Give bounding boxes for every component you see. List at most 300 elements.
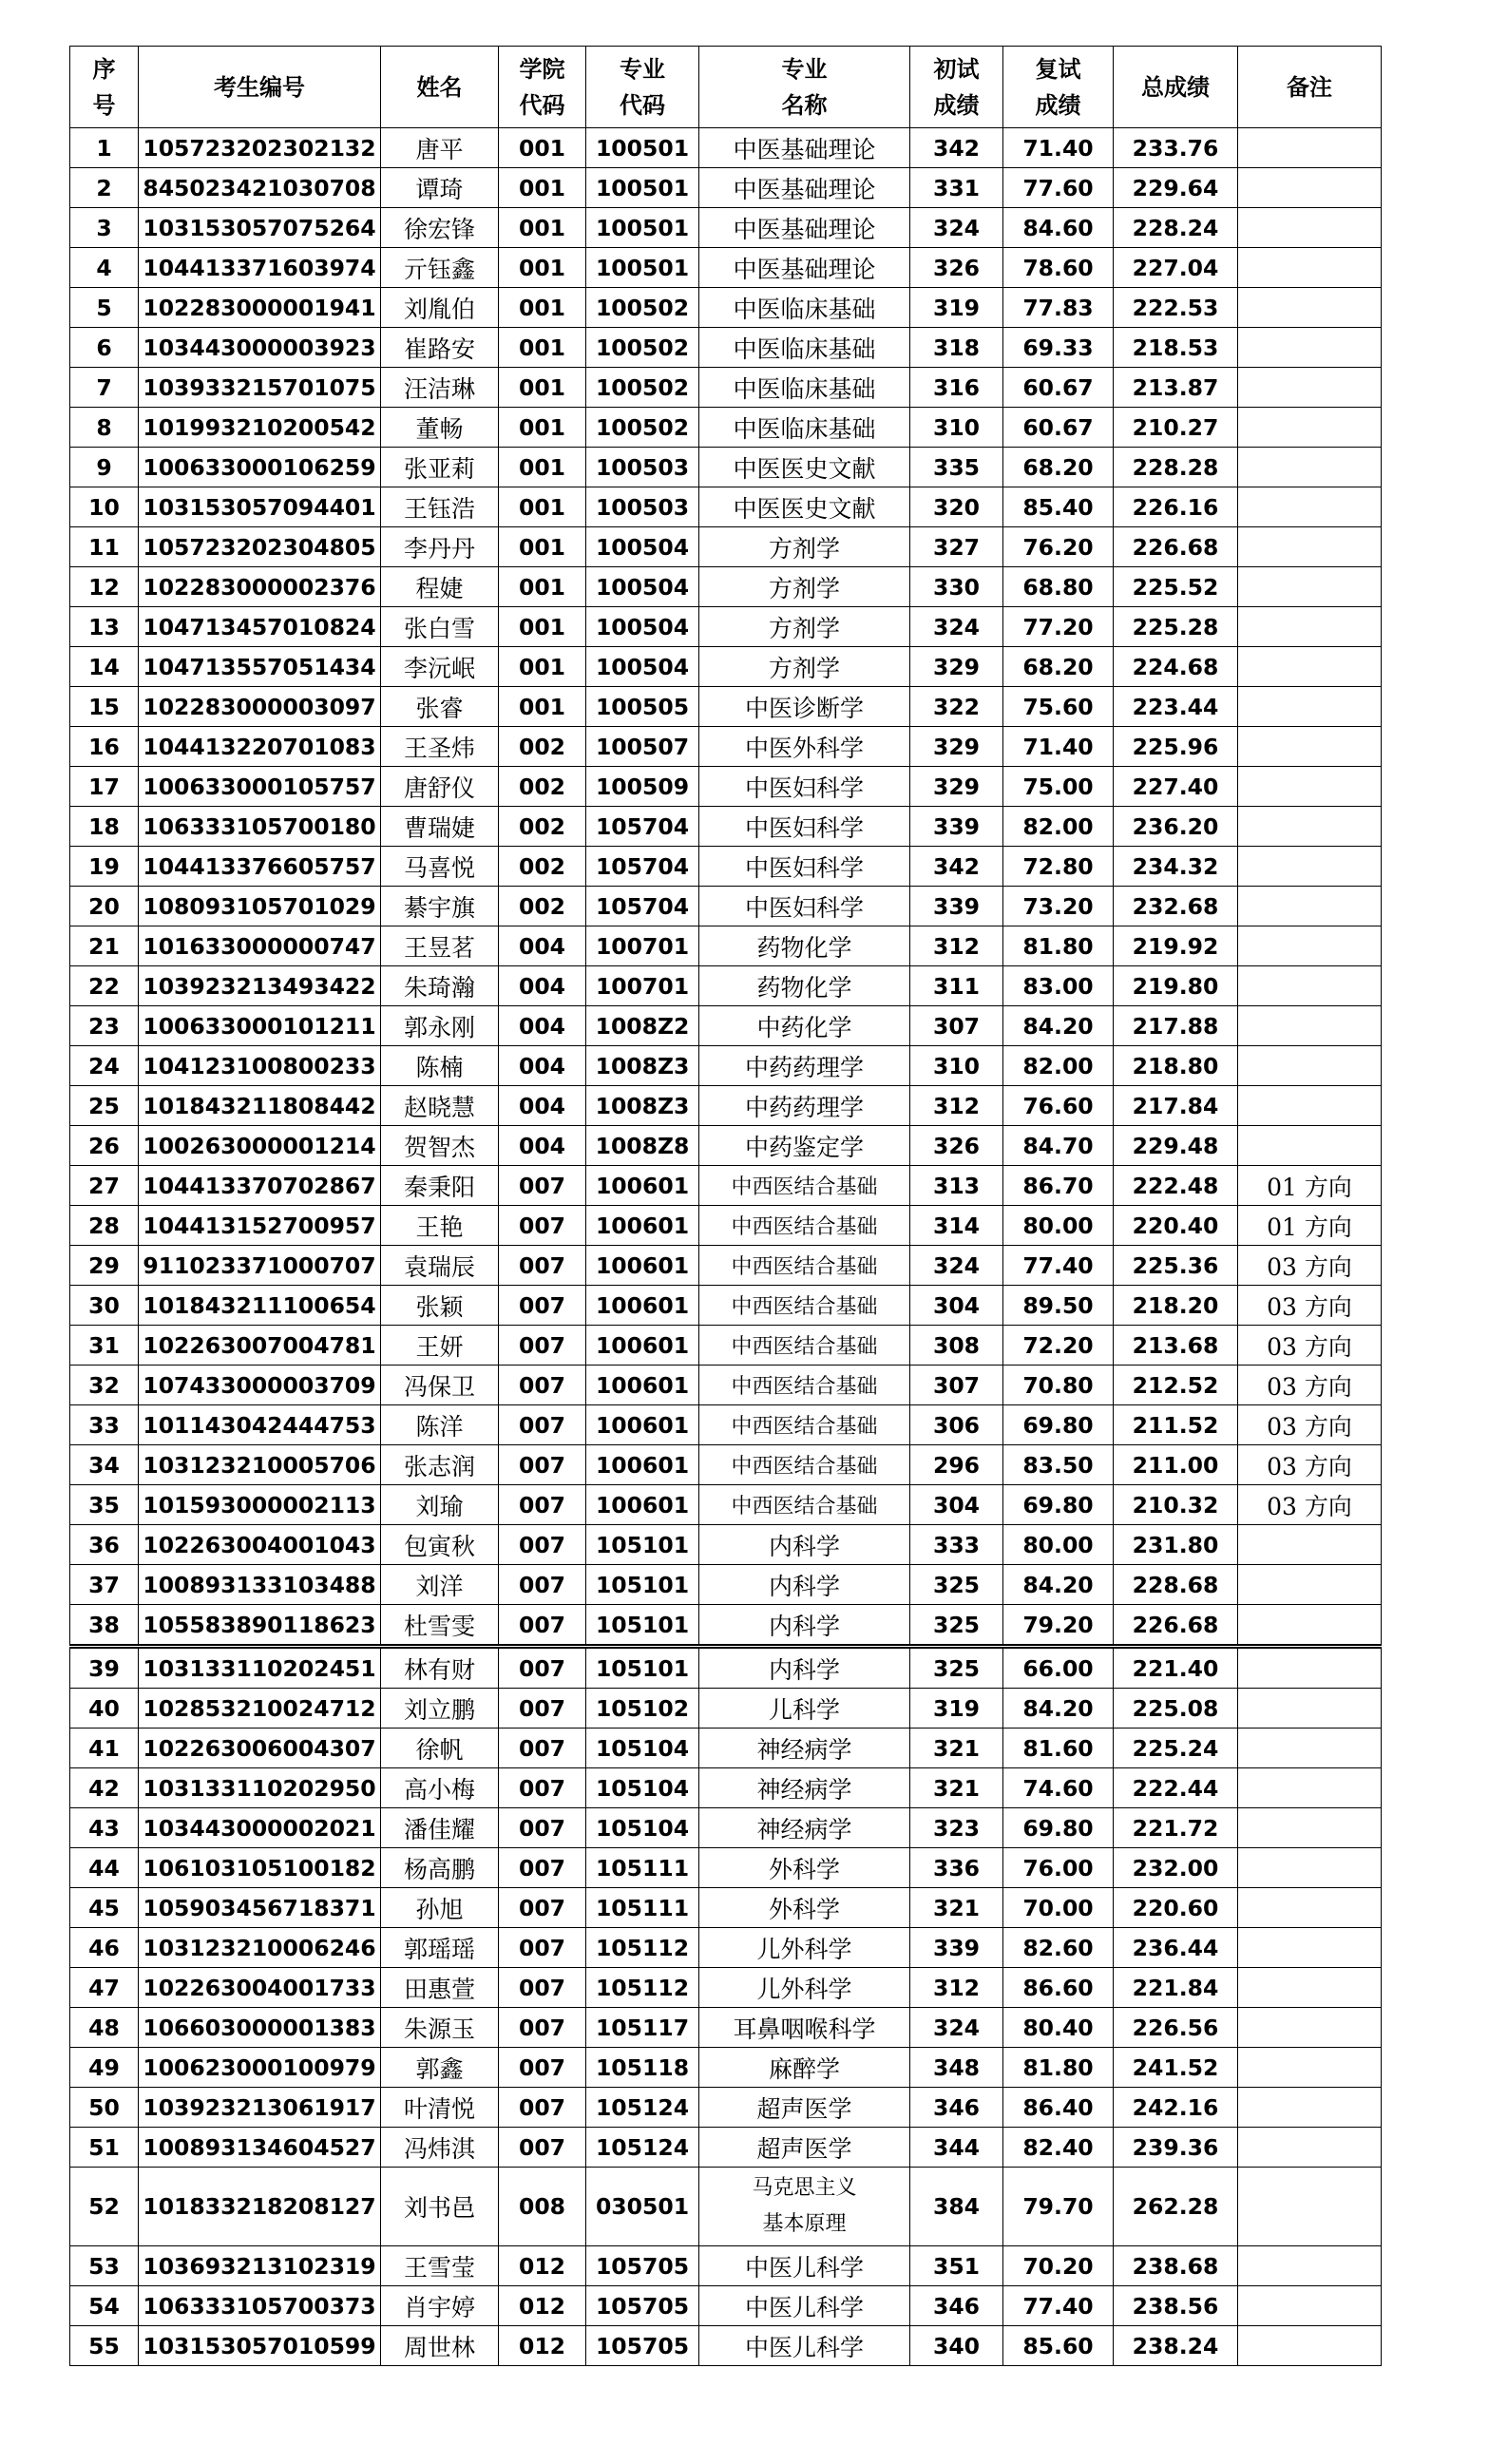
- cell-seq: 15: [70, 687, 139, 727]
- cell-retest-score: 82.40: [1003, 2128, 1114, 2168]
- cell-retest-score: 60.67: [1003, 368, 1114, 408]
- cell-exam-id: 100633000105757: [139, 767, 381, 807]
- table-row: [70, 2168, 1382, 2246]
- table-row: [70, 767, 1382, 807]
- cell-retest-score: 75.00: [1003, 767, 1114, 807]
- cell-name: 唐平: [381, 128, 499, 168]
- cell-remark: 03 方向: [1238, 1246, 1382, 1286]
- cell-name: 王圣炜: [381, 727, 499, 767]
- cell-exam-id: 104413376605757: [139, 847, 381, 887]
- cell-retest-score: 72.80: [1003, 847, 1114, 887]
- cell-total-score: 233.76: [1114, 128, 1238, 168]
- cell-seq: 20: [70, 887, 139, 926]
- cell-exam-id: 102283000002376: [139, 567, 381, 607]
- cell-college-code: 012: [499, 2246, 586, 2286]
- cell-major-name: 中医基础理论: [699, 128, 910, 168]
- cell-major-name: 耳鼻咽喉科学: [699, 2008, 910, 2048]
- cell-seq: 5: [70, 288, 139, 328]
- table-row: [70, 1968, 1382, 2008]
- cell-major-code: 100503: [586, 448, 699, 487]
- table-row: [70, 2326, 1382, 2366]
- cell-college-code: 001: [499, 328, 586, 368]
- cell-remark: [1238, 208, 1382, 248]
- cell-initial-score: 348: [910, 2048, 1003, 2088]
- cell-college-code: 007: [499, 1968, 586, 2008]
- cell-remark: [1238, 727, 1382, 767]
- cell-retest-score: 81.80: [1003, 2048, 1114, 2088]
- header-initial-score: 初试 成绩: [910, 47, 1003, 128]
- cell-major-code: 105704: [586, 807, 699, 847]
- cell-total-score: 218.80: [1114, 1046, 1238, 1086]
- cell-retest-score: 76.60: [1003, 1086, 1114, 1126]
- cell-name: 刘立鹏: [381, 1689, 499, 1729]
- cell-major-code: 100601: [586, 1485, 699, 1525]
- cell-major-name: 外科学: [699, 1848, 910, 1888]
- cell-total-score: 223.44: [1114, 687, 1238, 727]
- cell-remark: [1238, 448, 1382, 487]
- cell-total-score: 221.40: [1114, 1647, 1238, 1689]
- cell-retest-score: 83.50: [1003, 1445, 1114, 1485]
- cell-retest-score: 89.50: [1003, 1286, 1114, 1326]
- cell-total-score: 262.28: [1114, 2168, 1238, 2246]
- cell-major-name: 中医基础理论: [699, 208, 910, 248]
- cell-college-code: 001: [499, 647, 586, 687]
- cell-major-code: 100601: [586, 1166, 699, 1206]
- cell-major-code: 1008Z3: [586, 1086, 699, 1126]
- cell-seq: 4: [70, 248, 139, 288]
- cell-name: 唐舒仪: [381, 767, 499, 807]
- cell-seq: 8: [70, 408, 139, 448]
- cell-name: 王妍: [381, 1326, 499, 1366]
- cell-total-score: 218.20: [1114, 1286, 1238, 1326]
- cell-college-code: 007: [499, 1605, 586, 1647]
- cell-seq: 16: [70, 727, 139, 767]
- cell-remark: [1238, 487, 1382, 527]
- table-row: [70, 687, 1382, 727]
- cell-major-code: 105705: [586, 2286, 699, 2326]
- cell-seq: 44: [70, 1848, 139, 1888]
- cell-name: 田惠萱: [381, 1968, 499, 2008]
- cell-name: 冯炜淇: [381, 2128, 499, 2168]
- cell-college-code: 007: [499, 1405, 586, 1445]
- cell-name: 冯保卫: [381, 1366, 499, 1405]
- cell-major-code: 100502: [586, 408, 699, 448]
- cell-major-code: 100601: [586, 1286, 699, 1326]
- cell-retest-score: 60.67: [1003, 408, 1114, 448]
- table-row: [70, 448, 1382, 487]
- cell-exam-id: 103933215701075: [139, 368, 381, 408]
- cell-seq: 31: [70, 1326, 139, 1366]
- cell-college-code: 007: [499, 1565, 586, 1605]
- cell-exam-id: 101993210200542: [139, 408, 381, 448]
- cell-college-code: 007: [499, 1445, 586, 1485]
- cell-remark: [1238, 168, 1382, 208]
- cell-total-score: 222.44: [1114, 1768, 1238, 1808]
- cell-exam-id: 105723202302132: [139, 128, 381, 168]
- table-body: [70, 128, 1382, 2366]
- cell-retest-score: 69.33: [1003, 328, 1114, 368]
- cell-major-code: 105111: [586, 1848, 699, 1888]
- cell-total-score: 212.52: [1114, 1366, 1238, 1405]
- cell-major-code: 105112: [586, 1928, 699, 1968]
- cell-initial-score: 310: [910, 1046, 1003, 1086]
- cell-major-name: 内科学: [699, 1647, 910, 1689]
- cell-college-code: 007: [499, 1647, 586, 1689]
- cell-remark: [1238, 807, 1382, 847]
- cell-seq: 14: [70, 647, 139, 687]
- cell-major-name: 中药化学: [699, 1006, 910, 1046]
- cell-initial-score: 312: [910, 926, 1003, 966]
- cell-major-name: 麻醉学: [699, 2048, 910, 2088]
- cell-major-code: 100509: [586, 767, 699, 807]
- cell-college-code: 007: [499, 1246, 586, 1286]
- table-row: [70, 966, 1382, 1006]
- cell-name: 曹瑞婕: [381, 807, 499, 847]
- cell-exam-id: 102263004001733: [139, 1968, 381, 2008]
- cell-total-score: 239.36: [1114, 2128, 1238, 2168]
- cell-remark: [1238, 1086, 1382, 1126]
- cell-major-code: 100504: [586, 527, 699, 567]
- cell-major-code: 105104: [586, 1768, 699, 1808]
- cell-major-name: 中医临床基础: [699, 328, 910, 368]
- cell-college-code: 004: [499, 1086, 586, 1126]
- cell-remark: [1238, 1565, 1382, 1605]
- table-row: [70, 328, 1382, 368]
- cell-major-code: 105124: [586, 2128, 699, 2168]
- cell-college-code: 001: [499, 567, 586, 607]
- cell-major-name: 超声医学: [699, 2088, 910, 2128]
- cell-exam-id: 103443000002021: [139, 1808, 381, 1848]
- header-retest-score: 复试 成绩: [1003, 47, 1114, 128]
- cell-name: 肖宇婷: [381, 2286, 499, 2326]
- cell-name: 贺智杰: [381, 1126, 499, 1166]
- cell-major-name: 儿科学: [699, 1689, 910, 1729]
- cell-initial-score: 325: [910, 1605, 1003, 1647]
- cell-college-code: 007: [499, 1848, 586, 1888]
- table-row: [70, 1768, 1382, 1808]
- cell-retest-score: 73.20: [1003, 887, 1114, 926]
- cell-major-name: 中西医结合基础: [699, 1485, 910, 1525]
- cell-name: 谭琦: [381, 168, 499, 208]
- cell-major-name: 中医基础理论: [699, 168, 910, 208]
- cell-retest-score: 69.80: [1003, 1808, 1114, 1848]
- cell-total-score: 228.24: [1114, 208, 1238, 248]
- cell-remark: [1238, 1848, 1382, 1888]
- cell-retest-score: 84.60: [1003, 208, 1114, 248]
- cell-exam-id: 102283000001941: [139, 288, 381, 328]
- cell-major-name: 中西医结合基础: [699, 1206, 910, 1246]
- table-row: [70, 168, 1382, 208]
- cell-remark: [1238, 1046, 1382, 1086]
- cell-total-score: 229.48: [1114, 1126, 1238, 1166]
- cell-college-code: 007: [499, 1768, 586, 1808]
- cell-seq: 48: [70, 2008, 139, 2048]
- cell-college-code: 001: [499, 487, 586, 527]
- table-row: [70, 2008, 1382, 2048]
- cell-total-score: 225.08: [1114, 1689, 1238, 1729]
- table-row: [70, 926, 1382, 966]
- cell-major-code: 105101: [586, 1647, 699, 1689]
- cell-major-code: 100601: [586, 1206, 699, 1246]
- cell-total-score: 225.96: [1114, 727, 1238, 767]
- cell-remark: [1238, 1689, 1382, 1729]
- cell-total-score: 229.64: [1114, 168, 1238, 208]
- cell-exam-id: 104413220701083: [139, 727, 381, 767]
- cell-initial-score: 323: [910, 1808, 1003, 1848]
- cell-major-code: 100501: [586, 168, 699, 208]
- cell-total-score: 220.40: [1114, 1206, 1238, 1246]
- cell-seq: 55: [70, 2326, 139, 2366]
- cell-remark: [1238, 926, 1382, 966]
- cell-name: 崔路安: [381, 328, 499, 368]
- cell-major-name: 马克思主义 基本原理: [699, 2168, 910, 2246]
- cell-initial-score: 329: [910, 727, 1003, 767]
- cell-major-name: 神经病学: [699, 1768, 910, 1808]
- cell-exam-id: 104413370702867: [139, 1166, 381, 1206]
- cell-remark: [1238, 128, 1382, 168]
- cell-exam-id: 101633000000747: [139, 926, 381, 966]
- cell-exam-id: 104413371603974: [139, 248, 381, 288]
- table-row: [70, 1565, 1382, 1605]
- cell-major-name: 中医妇科学: [699, 847, 910, 887]
- cell-major-name: 中医临床基础: [699, 408, 910, 448]
- cell-college-code: 007: [499, 2008, 586, 2048]
- table-row: [70, 1405, 1382, 1445]
- cell-exam-id: 100893133103488: [139, 1565, 381, 1605]
- cell-major-code: 105101: [586, 1565, 699, 1605]
- cell-seq: 34: [70, 1445, 139, 1485]
- cell-remark: [1238, 1888, 1382, 1928]
- cell-remark: [1238, 847, 1382, 887]
- cell-initial-score: 320: [910, 487, 1003, 527]
- cell-college-code: 004: [499, 966, 586, 1006]
- cell-name: 李沅岷: [381, 647, 499, 687]
- cell-remark: 03 方向: [1238, 1326, 1382, 1366]
- cell-initial-score: 340: [910, 2326, 1003, 2366]
- cell-initial-score: 304: [910, 1286, 1003, 1326]
- cell-major-code: 105111: [586, 1888, 699, 1928]
- table-row: [70, 1445, 1382, 1485]
- cell-major-code: 105112: [586, 1968, 699, 2008]
- cell-total-score: 226.56: [1114, 2008, 1238, 2048]
- cell-major-name: 中医临床基础: [699, 288, 910, 328]
- cell-exam-id: 100893134604527: [139, 2128, 381, 2168]
- cell-total-score: 238.56: [1114, 2286, 1238, 2326]
- cell-remark: 03 方向: [1238, 1445, 1382, 1485]
- cell-college-code: 001: [499, 527, 586, 567]
- cell-name: 董畅: [381, 408, 499, 448]
- cell-major-name: 中医妇科学: [699, 807, 910, 847]
- cell-major-code: 100504: [586, 647, 699, 687]
- cell-total-score: 221.72: [1114, 1808, 1238, 1848]
- cell-seq: 52: [70, 2168, 139, 2246]
- cell-retest-score: 80.40: [1003, 2008, 1114, 2048]
- cell-college-code: 007: [499, 2088, 586, 2128]
- cell-exam-id: 103923213493422: [139, 966, 381, 1006]
- cell-major-code: 100501: [586, 208, 699, 248]
- cell-exam-id: 101143042444753: [139, 1405, 381, 1445]
- cell-initial-score: 339: [910, 1928, 1003, 1968]
- cell-major-name: 中医外科学: [699, 727, 910, 767]
- cell-name: 汪洁琳: [381, 368, 499, 408]
- cell-seq: 23: [70, 1006, 139, 1046]
- cell-seq: 10: [70, 487, 139, 527]
- cell-major-code: 030501: [586, 2168, 699, 2246]
- cell-name: 叶清悦: [381, 2088, 499, 2128]
- cell-initial-score: 329: [910, 647, 1003, 687]
- cell-major-code: 1008Z3: [586, 1046, 699, 1086]
- cell-exam-id: 102263004001043: [139, 1525, 381, 1565]
- cell-initial-score: 316: [910, 368, 1003, 408]
- cell-exam-id: 103153057010599: [139, 2326, 381, 2366]
- cell-major-name: 神经病学: [699, 1808, 910, 1848]
- cell-college-code: 004: [499, 1126, 586, 1166]
- cell-total-score: 225.28: [1114, 607, 1238, 647]
- table-header-row: [70, 47, 1382, 128]
- header-college-code: 学院 代码: [499, 47, 586, 128]
- cell-seq: 19: [70, 847, 139, 887]
- cell-college-code: 007: [499, 1366, 586, 1405]
- cell-exam-id: 103923213061917: [139, 2088, 381, 2128]
- cell-exam-id: 102263007004781: [139, 1326, 381, 1366]
- cell-total-score: 222.48: [1114, 1166, 1238, 1206]
- cell-college-code: 002: [499, 887, 586, 926]
- cell-seq: 18: [70, 807, 139, 847]
- cell-initial-score: 324: [910, 208, 1003, 248]
- cell-initial-score: 342: [910, 847, 1003, 887]
- cell-name: 高小梅: [381, 1768, 499, 1808]
- cell-name: 王钰浩: [381, 487, 499, 527]
- cell-total-score: 226.68: [1114, 527, 1238, 567]
- cell-major-code: 100601: [586, 1366, 699, 1405]
- cell-remark: [1238, 368, 1382, 408]
- cell-initial-score: 326: [910, 248, 1003, 288]
- cell-total-score: 227.04: [1114, 248, 1238, 288]
- cell-exam-id: 103133110202451: [139, 1647, 381, 1689]
- cell-initial-score: 312: [910, 1086, 1003, 1126]
- cell-initial-score: 306: [910, 1405, 1003, 1445]
- cell-remark: [1238, 2128, 1382, 2168]
- cell-retest-score: 76.20: [1003, 527, 1114, 567]
- cell-exam-id: 103153057075264: [139, 208, 381, 248]
- table-row: [70, 1808, 1382, 1848]
- cell-initial-score: 313: [910, 1166, 1003, 1206]
- table-row: [70, 1326, 1382, 1366]
- cell-retest-score: 85.60: [1003, 2326, 1114, 2366]
- table-row: [70, 408, 1382, 448]
- cell-total-score: 225.24: [1114, 1729, 1238, 1768]
- cell-exam-id: 103153057094401: [139, 487, 381, 527]
- cell-total-score: 242.16: [1114, 2088, 1238, 2128]
- cell-major-code: 100503: [586, 487, 699, 527]
- cell-seq: 32: [70, 1366, 139, 1405]
- cell-initial-score: 310: [910, 408, 1003, 448]
- cell-remark: [1238, 1647, 1382, 1689]
- table-row: [70, 2048, 1382, 2088]
- cell-seq: 13: [70, 607, 139, 647]
- cell-college-code: 002: [499, 727, 586, 767]
- cell-retest-score: 66.00: [1003, 1647, 1114, 1689]
- cell-initial-score: 335: [910, 448, 1003, 487]
- cell-name: 郭瑶瑶: [381, 1928, 499, 1968]
- table-row: [70, 1246, 1382, 1286]
- cell-major-code: 105705: [586, 2326, 699, 2366]
- cell-college-code: 012: [499, 2326, 586, 2366]
- cell-major-code: 105124: [586, 2088, 699, 2128]
- cell-initial-score: 346: [910, 2088, 1003, 2128]
- table-row: [70, 248, 1382, 288]
- cell-remark: [1238, 2326, 1382, 2366]
- cell-total-score: 210.32: [1114, 1485, 1238, 1525]
- cell-major-name: 中医医史文献: [699, 487, 910, 527]
- cell-seq: 43: [70, 1808, 139, 1848]
- cell-total-score: 222.53: [1114, 288, 1238, 328]
- cell-remark: 01 方向: [1238, 1206, 1382, 1246]
- table-row: [70, 368, 1382, 408]
- cell-name: 张颖: [381, 1286, 499, 1326]
- cell-seq: 28: [70, 1206, 139, 1246]
- table-row: [70, 1046, 1382, 1086]
- cell-college-code: 007: [499, 1928, 586, 1968]
- cell-name: 王艳: [381, 1206, 499, 1246]
- cell-name: 潘佳耀: [381, 1808, 499, 1848]
- cell-name: 陈楠: [381, 1046, 499, 1086]
- cell-exam-id: 103443000003923: [139, 328, 381, 368]
- cell-exam-id: 106103105100182: [139, 1848, 381, 1888]
- cell-name: 王昱茗: [381, 926, 499, 966]
- cell-major-name: 中医妇科学: [699, 887, 910, 926]
- cell-seq: 45: [70, 1888, 139, 1928]
- cell-name: 赵晓慧: [381, 1086, 499, 1126]
- cell-initial-score: 311: [910, 966, 1003, 1006]
- cell-remark: [1238, 1605, 1382, 1647]
- cell-remark: [1238, 2168, 1382, 2246]
- cell-major-code: 105102: [586, 1689, 699, 1729]
- cell-remark: 03 方向: [1238, 1286, 1382, 1326]
- cell-major-code: 100701: [586, 926, 699, 966]
- cell-name: 秦秉阳: [381, 1166, 499, 1206]
- cell-seq: 54: [70, 2286, 139, 2326]
- cell-exam-id: 104713557051434: [139, 647, 381, 687]
- cell-major-code: 100505: [586, 687, 699, 727]
- cell-name: 林有财: [381, 1647, 499, 1689]
- cell-initial-score: 322: [910, 687, 1003, 727]
- cell-major-name: 中医诊断学: [699, 687, 910, 727]
- cell-major-name: 中西医结合基础: [699, 1246, 910, 1286]
- cell-total-score: 225.52: [1114, 567, 1238, 607]
- cell-total-score: 213.87: [1114, 368, 1238, 408]
- cell-name: 綦宇旗: [381, 887, 499, 926]
- cell-name: 刘胤伯: [381, 288, 499, 328]
- cell-retest-score: 68.80: [1003, 567, 1114, 607]
- cell-remark: [1238, 687, 1382, 727]
- cell-seq: 7: [70, 368, 139, 408]
- cell-seq: 35: [70, 1485, 139, 1525]
- cell-initial-score: 339: [910, 807, 1003, 847]
- cell-initial-score: 339: [910, 887, 1003, 926]
- cell-remark: [1238, 607, 1382, 647]
- cell-major-name: 药物化学: [699, 926, 910, 966]
- cell-total-score: 226.68: [1114, 1605, 1238, 1647]
- cell-college-code: 004: [499, 1046, 586, 1086]
- cell-seq: 51: [70, 2128, 139, 2168]
- cell-major-code: 105101: [586, 1525, 699, 1565]
- header-exam-id: 考生编号: [139, 47, 381, 128]
- cell-initial-score: 384: [910, 2168, 1003, 2246]
- cell-retest-score: 86.40: [1003, 2088, 1114, 2128]
- cell-name: 朱源玉: [381, 2008, 499, 2048]
- header-seq: 序 号: [70, 47, 139, 128]
